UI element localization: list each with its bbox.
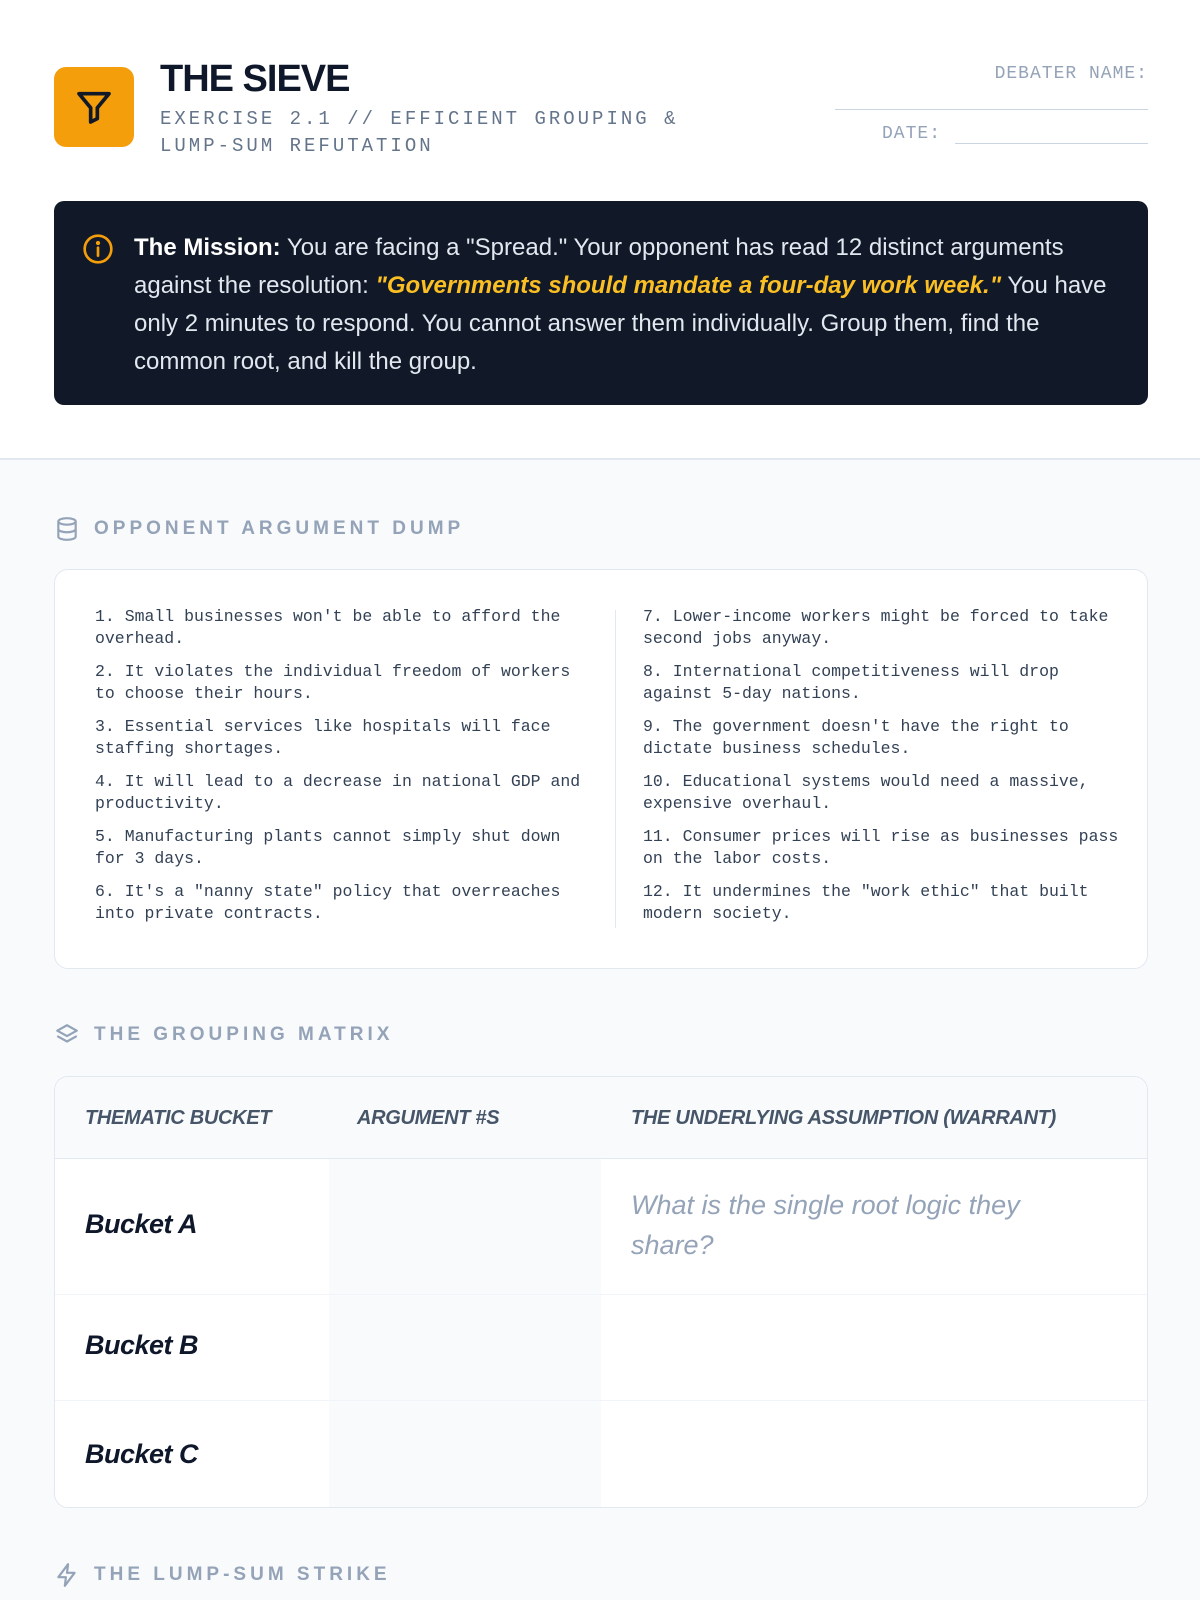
section-heading-dump-label: OPPONENT ARGUMENT DUMP	[94, 518, 465, 539]
mission-lead: The Mission:	[134, 234, 281, 261]
table-row	[55, 1295, 1147, 1401]
section-heading-strike-label: THE LUMP-SUM STRIKE	[94, 1564, 391, 1585]
filter-icon	[74, 87, 114, 127]
argument-item: 8. International competitiveness will drop against 5-day nations.	[643, 662, 1059, 703]
date-label: DATE:	[882, 124, 942, 144]
bucket-a-label: Bucket A	[85, 1209, 198, 1239]
argument-list-left	[95, 606, 585, 936]
bucket-c-label: Bucket C	[85, 1439, 199, 1469]
worksheet-header	[0, 0, 1200, 460]
argument-item: 11. Consumer prices will rise as businesses pass on the labor costs.	[643, 827, 1119, 868]
warrant-input-bucket-a[interactable]: What is the single root logic they share?	[631, 1190, 1020, 1260]
mission-banner	[54, 201, 1148, 405]
argument-item: 4. It will lead to a decrease in national GDP and productivity.	[95, 772, 581, 813]
logo-badge	[54, 67, 134, 147]
database-icon	[54, 516, 80, 542]
mission-text-before: You are facing a "Spread." Your opponent has read 12 distinct arguments against the resolution:	[134, 234, 1064, 299]
debater-name-field[interactable]	[835, 109, 1148, 110]
argument-item: 5. Manufacturing plants cannot simply shut down for 3 days.	[95, 827, 561, 868]
table-row	[55, 1401, 1147, 1508]
argument-item: 9. The government doesn't have the right to dictate business schedules.	[643, 717, 1069, 758]
mission-text	[134, 229, 1108, 381]
mission-text-after: You have only 2 minutes to respond. You cannot answer them individually. Group them, find the common root, and kill the group.	[134, 272, 1107, 375]
mission-resolution: "Governments should mandate a four-day work week."	[375, 272, 1002, 299]
header-argument-numbers: ARGUMENT #S	[357, 1107, 500, 1129]
table-header	[55, 1077, 1147, 1159]
section-heading-dump	[54, 516, 464, 542]
lightning-icon	[54, 1562, 80, 1588]
page-subtitle: EXERCISE 2.1 // EFFICIENT GROUPING & LUMP-SUM REFUTATION	[160, 108, 679, 157]
header-thematic-bucket: THEMATIC BUCKET	[85, 1107, 272, 1129]
argument-item: 10. Educational systems would need a massive, expensive overhaul.	[643, 772, 1089, 813]
grouping-matrix-table	[54, 1076, 1148, 1508]
argument-item: 7. Lower-income workers might be forced to take second jobs anyway.	[643, 607, 1109, 648]
argument-dump-card	[54, 569, 1148, 969]
info-icon	[82, 233, 114, 265]
page-title: THE SIEVE	[160, 58, 350, 100]
column-divider	[615, 610, 616, 928]
argument-item: 6. It's a "nanny state" policy that overreaches into private contracts.	[95, 882, 561, 923]
section-heading-strike	[54, 1562, 391, 1588]
argument-item: 3. Essential services like hospitals will face staffing shortages.	[95, 717, 551, 758]
date-field[interactable]	[955, 143, 1148, 144]
section-heading-matrix-label: THE GROUPING MATRIX	[94, 1024, 394, 1045]
section-heading-matrix	[54, 1022, 393, 1048]
bucket-b-label: Bucket B	[85, 1330, 199, 1360]
header-underlying-assumption: THE UNDERLYING ASSUMPTION (WARRANT)	[631, 1107, 1057, 1129]
argument-item: 2. It violates the individual freedom of workers to choose their hours.	[95, 662, 571, 703]
argument-item: 1. Small businesses won't be able to afford the overhead.	[95, 607, 561, 648]
argument-list-right	[643, 606, 1133, 936]
layers-icon	[54, 1022, 80, 1048]
debater-name-label: DEBATER NAME:	[994, 64, 1148, 84]
argument-item: 12. It undermines the "work ethic" that built modern society.	[643, 882, 1089, 923]
